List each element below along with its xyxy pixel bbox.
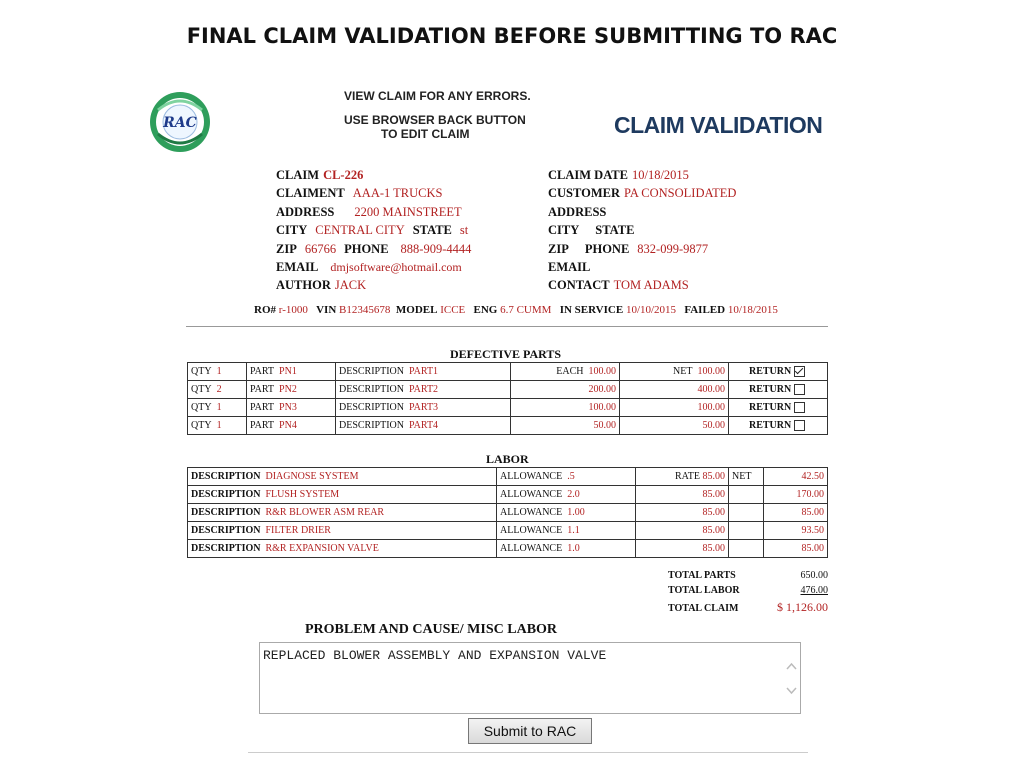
labor-net-cell bbox=[764, 504, 828, 522]
claim-info bbox=[276, 166, 471, 295]
part-cell bbox=[247, 417, 336, 435]
zip-value: 66766 bbox=[304, 241, 337, 256]
allowance-label: ALLOWANCE bbox=[500, 471, 563, 482]
each-value: 50.00 bbox=[593, 420, 616, 431]
labor-row bbox=[188, 540, 828, 558]
each-value: 200.00 bbox=[588, 384, 616, 395]
parts-row bbox=[188, 417, 828, 435]
email-value: dmjsoftware@hotmail.com bbox=[330, 260, 462, 275]
part-value: PN1 bbox=[279, 366, 297, 377]
each-value: 100.00 bbox=[588, 402, 616, 413]
claim-date-label: CLAIM DATE bbox=[548, 168, 628, 182]
each-label: EACH bbox=[556, 366, 584, 377]
each-value: 100.00 bbox=[588, 366, 616, 377]
return-cell bbox=[729, 381, 828, 399]
return-checkbox[interactable] bbox=[794, 420, 805, 431]
part-label: PART bbox=[250, 402, 275, 413]
claiment-label: CLAIMENT bbox=[276, 186, 345, 201]
labor-description-label: DESCRIPTION bbox=[191, 525, 261, 536]
each-cell bbox=[511, 417, 620, 435]
city-label: CITY bbox=[276, 223, 308, 238]
rate-value: 85.00 bbox=[702, 507, 725, 518]
allowance-label: ALLOWANCE bbox=[500, 525, 563, 536]
claim-label: CLAIM bbox=[276, 168, 320, 182]
qty-value: 2 bbox=[216, 384, 222, 395]
claim-date-value: 10/18/2015 bbox=[631, 168, 689, 182]
address-value: 2200 MAINSTREET bbox=[354, 204, 462, 219]
labor-net-cell bbox=[764, 522, 828, 540]
labor-net-label: NET bbox=[732, 471, 752, 482]
eng-label: ENG bbox=[473, 304, 498, 316]
vin-value: B12345678 bbox=[339, 304, 391, 316]
description-label: DESCRIPTION bbox=[339, 402, 405, 413]
ro-value: r-1000 bbox=[278, 304, 308, 316]
allowance-value: 1.1 bbox=[567, 525, 580, 536]
net-cell bbox=[620, 381, 729, 399]
rate-cell bbox=[636, 540, 729, 558]
failed-label: FAILED bbox=[684, 304, 726, 316]
qty-label: QTY bbox=[191, 420, 212, 431]
labor-row bbox=[188, 468, 828, 486]
author-value: JACK bbox=[334, 278, 367, 293]
return-label: RETURN bbox=[749, 401, 792, 413]
description-cell bbox=[336, 381, 511, 399]
instruction-back: USE BROWSER BACK BUTTON bbox=[344, 113, 526, 127]
allowance-value: 1.0 bbox=[567, 543, 580, 554]
total-parts-label: TOTAL PARTS bbox=[668, 570, 736, 581]
in-service-value: 10/10/2015 bbox=[625, 304, 677, 316]
vehicle-info bbox=[254, 304, 778, 316]
scroll-arrows-icon bbox=[783, 643, 800, 713]
part-value: PN2 bbox=[279, 384, 297, 395]
customer-label: CUSTOMER bbox=[548, 186, 621, 201]
labor-row bbox=[188, 522, 828, 540]
defective-parts-heading: DEFECTIVE PARTS bbox=[450, 347, 562, 361]
return-checkbox[interactable] bbox=[794, 366, 805, 377]
customer-state-label: STATE bbox=[595, 223, 635, 238]
qty-label: QTY bbox=[191, 402, 212, 413]
labor-description-value: FILTER DRIER bbox=[265, 525, 331, 536]
allowance-value: .5 bbox=[567, 471, 575, 482]
qty-value: 1 bbox=[216, 366, 222, 377]
labor-description-label: DESCRIPTION bbox=[191, 471, 261, 482]
phone-label: PHONE bbox=[344, 241, 389, 256]
labor-description-cell bbox=[188, 504, 497, 522]
labor-net-value: 170.00 bbox=[796, 489, 824, 500]
qty-cell bbox=[188, 363, 247, 381]
labor-row bbox=[188, 486, 828, 504]
author-label: AUTHOR bbox=[276, 278, 331, 293]
part-label: PART bbox=[250, 366, 275, 377]
customer-value: PA CONSOLIDATED bbox=[624, 186, 737, 201]
allowance-label: ALLOWANCE bbox=[500, 489, 563, 500]
labor-row bbox=[188, 504, 828, 522]
qty-label: QTY bbox=[191, 366, 212, 377]
rate-value: 85.00 bbox=[702, 471, 725, 482]
description-value: PART1 bbox=[409, 366, 439, 377]
return-checkbox[interactable] bbox=[794, 384, 805, 395]
net-value: 400.00 bbox=[697, 384, 725, 395]
return-cell bbox=[729, 399, 828, 417]
rate-value: 85.00 bbox=[702, 489, 725, 500]
model-value: ICCE bbox=[440, 304, 466, 316]
net-label-cell bbox=[729, 522, 764, 540]
qty-cell bbox=[188, 381, 247, 399]
allowance-cell bbox=[497, 540, 636, 558]
divider bbox=[186, 326, 828, 327]
rac-logo-icon bbox=[148, 90, 212, 154]
ro-label: RO# bbox=[254, 304, 276, 316]
labor-heading: LABOR bbox=[486, 452, 529, 466]
logo-text: RAC bbox=[163, 115, 197, 131]
labor-net-value: 42.50 bbox=[801, 471, 824, 482]
labor-description-value: FLUSH SYSTEM bbox=[265, 489, 340, 500]
allowance-cell bbox=[497, 486, 636, 504]
labor-net-value: 93.50 bbox=[801, 525, 824, 536]
labor-description-cell bbox=[188, 486, 497, 504]
labor-description-cell bbox=[188, 540, 497, 558]
each-cell bbox=[511, 363, 620, 381]
labor-description-value: DIAGNOSE SYSTEM bbox=[265, 471, 359, 482]
zip-label: ZIP bbox=[276, 241, 297, 256]
slide-title: FINAL CLAIM VALIDATION BEFORE SUBMITTING TO RAC bbox=[186, 24, 838, 48]
problem-textarea[interactable] bbox=[259, 642, 801, 714]
labor-net-value: 85.00 bbox=[801, 543, 824, 554]
description-cell bbox=[336, 399, 511, 417]
parts-row bbox=[188, 399, 828, 417]
allowance-cell bbox=[497, 468, 636, 486]
description-value: PART2 bbox=[409, 384, 439, 395]
each-cell bbox=[511, 399, 620, 417]
customer-phone-value: 832-099-9877 bbox=[637, 241, 709, 256]
return-checkbox[interactable] bbox=[794, 402, 805, 413]
description-label: DESCRIPTION bbox=[339, 384, 405, 395]
labor-net-value: 85.00 bbox=[801, 507, 824, 518]
labor-description-cell bbox=[188, 468, 497, 486]
labor-description-cell bbox=[188, 522, 497, 540]
net-label-cell bbox=[729, 486, 764, 504]
net-value: 100.00 bbox=[697, 366, 725, 377]
state-value: st bbox=[459, 223, 469, 238]
address-label: ADDRESS bbox=[276, 204, 335, 219]
qty-cell bbox=[188, 399, 247, 417]
labor-description-value: R&R BLOWER ASM REAR bbox=[265, 507, 385, 518]
contact-value: TOM ADAMS bbox=[613, 278, 689, 293]
claim-number: CL-226 bbox=[323, 168, 364, 182]
rate-value: 85.00 bbox=[702, 543, 725, 554]
part-cell bbox=[247, 399, 336, 417]
contact-label: CONTACT bbox=[548, 278, 610, 293]
return-label: RETURN bbox=[749, 383, 792, 395]
eng-value: 6.7 CUMM bbox=[500, 304, 552, 316]
problem-text: REPLACED BLOWER ASSEMBLY AND EXPANSION VALVE bbox=[263, 648, 607, 663]
bottom-divider bbox=[248, 752, 808, 753]
email-label: EMAIL bbox=[276, 260, 319, 275]
customer-address-label: ADDRESS bbox=[548, 204, 607, 219]
qty-value: 1 bbox=[216, 402, 222, 413]
description-cell bbox=[336, 417, 511, 435]
rate-cell bbox=[636, 486, 729, 504]
description-value: PART4 bbox=[409, 420, 439, 431]
rate-value: 85.00 bbox=[702, 525, 725, 536]
total-claim-value: $ 1,126.00 bbox=[777, 600, 828, 614]
phone-value: 888-909-4444 bbox=[400, 241, 472, 256]
allowance-value: 2.0 bbox=[567, 489, 580, 500]
instruction-edit: TO EDIT CLAIM bbox=[381, 127, 470, 141]
rate-cell bbox=[636, 504, 729, 522]
total-labor-value: 476.00 bbox=[800, 585, 828, 596]
part-value: PN4 bbox=[279, 420, 297, 431]
labor-description-label: DESCRIPTION bbox=[191, 507, 261, 518]
submit-to-rac-button[interactable]: Submit to RAC bbox=[468, 718, 592, 744]
net-cell bbox=[620, 399, 729, 417]
labor-table bbox=[187, 467, 828, 558]
problem-heading: PROBLEM AND CAUSE/ MISC LABOR bbox=[305, 622, 558, 637]
description-label: DESCRIPTION bbox=[339, 366, 405, 377]
state-label: STATE bbox=[412, 223, 452, 238]
customer-phone-label: PHONE bbox=[584, 241, 630, 256]
rate-label: RATE bbox=[675, 471, 700, 482]
description-label: DESCRIPTION bbox=[339, 420, 405, 431]
labor-net-cell bbox=[764, 468, 828, 486]
defective-parts-table bbox=[187, 362, 828, 435]
parts-row bbox=[188, 381, 828, 399]
part-cell bbox=[247, 363, 336, 381]
labor-description-value: R&R EXPANSION VALVE bbox=[265, 543, 379, 554]
customer-info bbox=[548, 166, 736, 295]
customer-city-label: CITY bbox=[548, 223, 580, 238]
qty-label: QTY bbox=[191, 384, 212, 395]
totals bbox=[668, 570, 828, 616]
city-value: CENTRAL CITY bbox=[315, 223, 405, 238]
vin-label: VIN bbox=[316, 304, 337, 316]
textarea-scrollbar[interactable] bbox=[783, 643, 800, 713]
total-claim-label: TOTAL CLAIM bbox=[668, 603, 739, 614]
customer-zip-label: ZIP bbox=[548, 241, 569, 256]
net-label-cell bbox=[729, 468, 764, 486]
allowance-cell bbox=[497, 522, 636, 540]
failed-value: 10/18/2015 bbox=[727, 304, 778, 316]
allowance-label: ALLOWANCE bbox=[500, 543, 563, 554]
customer-email-label: EMAIL bbox=[548, 260, 591, 275]
net-cell bbox=[620, 417, 729, 435]
labor-description-label: DESCRIPTION bbox=[191, 489, 261, 500]
net-value: 50.00 bbox=[702, 420, 725, 431]
model-label: MODEL bbox=[395, 304, 438, 316]
return-label: RETURN bbox=[749, 419, 792, 431]
allowance-label: ALLOWANCE bbox=[500, 507, 563, 518]
in-service-label: IN SERVICE bbox=[559, 304, 624, 316]
total-labor-label: TOTAL LABOR bbox=[668, 585, 740, 596]
part-label: PART bbox=[250, 384, 275, 395]
rate-cell bbox=[636, 468, 729, 486]
part-cell bbox=[247, 381, 336, 399]
return-cell bbox=[729, 417, 828, 435]
part-value: PN3 bbox=[279, 402, 297, 413]
net-label-cell bbox=[729, 504, 764, 522]
total-parts-value: 650.00 bbox=[800, 570, 828, 581]
qty-cell bbox=[188, 417, 247, 435]
each-cell bbox=[511, 381, 620, 399]
labor-description-label: DESCRIPTION bbox=[191, 543, 261, 554]
rate-cell bbox=[636, 522, 729, 540]
net-label: NET bbox=[673, 366, 693, 377]
rac-logo bbox=[148, 90, 212, 154]
claiment-value: AAA-1 TRUCKS bbox=[352, 186, 443, 201]
part-label: PART bbox=[250, 420, 275, 431]
instruction-view: VIEW CLAIM FOR ANY ERRORS. bbox=[344, 89, 531, 103]
net-label-cell bbox=[729, 540, 764, 558]
description-value: PART3 bbox=[409, 402, 439, 413]
labor-net-cell bbox=[764, 486, 828, 504]
qty-value: 1 bbox=[216, 420, 222, 431]
net-value: 100.00 bbox=[697, 402, 725, 413]
labor-net-cell bbox=[764, 540, 828, 558]
description-cell bbox=[336, 363, 511, 381]
allowance-cell bbox=[497, 504, 636, 522]
return-label: RETURN bbox=[749, 365, 792, 377]
net-cell bbox=[620, 363, 729, 381]
allowance-value: 1.00 bbox=[567, 507, 585, 518]
parts-row bbox=[188, 363, 828, 381]
return-cell bbox=[729, 363, 828, 381]
form-title: CLAIM VALIDATION bbox=[614, 112, 823, 138]
